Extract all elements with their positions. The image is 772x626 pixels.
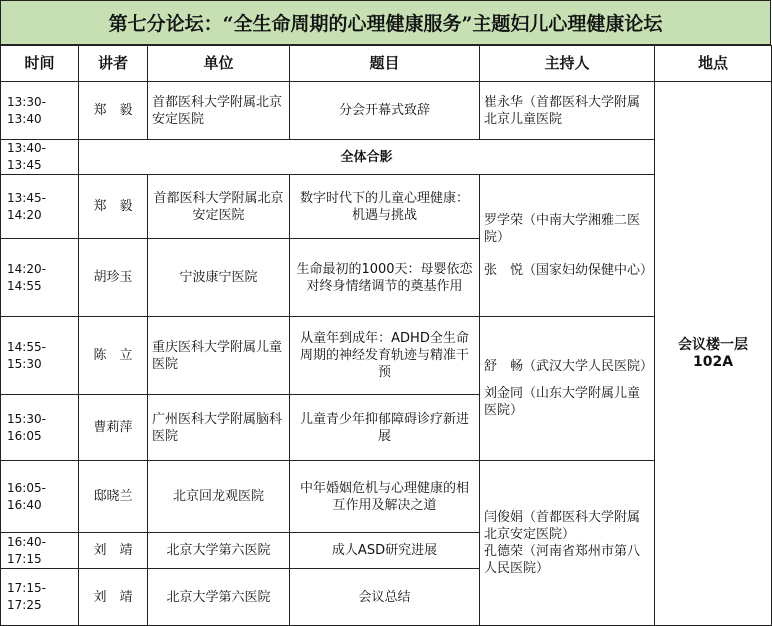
- host-name: 刘金同（山东大学附属儿童医院）: [484, 386, 641, 418]
- venue-line2: 102A: [692, 353, 734, 370]
- table-row: [1, 82, 772, 140]
- host-cell: [480, 175, 655, 317]
- unit-cell: 广州医科大学附属脑科医院: [148, 395, 290, 461]
- time-cell: 14:20-14:55: [1, 239, 79, 317]
- speaker-cell: 郑 毅: [79, 82, 148, 140]
- forum-title: 第七分论坛：“全生命周期的心理健康服务”主题妇儿心理健康论坛: [0, 0, 771, 45]
- time-cell: 16:40-17:15: [1, 533, 79, 569]
- header-topic: 题目: [290, 46, 480, 82]
- venue-cell: [655, 82, 772, 626]
- venue-line1: 会议楼一层: [678, 336, 748, 353]
- time-cell: 15:30-16:05: [1, 395, 79, 461]
- header-speaker: 讲者: [79, 46, 148, 82]
- unit-cell: 首都医科大学附属北京安定医院: [148, 82, 290, 140]
- time-cell: 14:55-15:30: [1, 317, 79, 395]
- unit-cell: 北京回龙观医院: [148, 461, 290, 533]
- time-cell: 16:05-16:40: [1, 461, 79, 533]
- speaker-cell: 郑 毅: [79, 175, 148, 239]
- speaker-cell: 胡珍玉: [79, 239, 148, 317]
- speaker-cell: 曹莉萍: [79, 395, 148, 461]
- unit-cell: 北京大学第六医院: [148, 569, 290, 626]
- topic-cell: 生命最初的1000天：母婴依恋对终身情绪调节的奠基作用: [290, 239, 480, 317]
- host-name: 闫俊娟（首都医科大学附属北京安定医院）: [484, 510, 641, 542]
- topic-cell: 中年婚姻危机与心理健康的相互作用及解决之道: [290, 461, 480, 533]
- time-cell: 13:40-13:45: [1, 140, 79, 175]
- time-cell: 13:45-14:20: [1, 175, 79, 239]
- topic-cell: 儿童青少年抑郁障碍诊疗新进展: [290, 395, 480, 461]
- host-name: 张 悦（国家妇幼保健中心）: [484, 263, 654, 278]
- host-name: 孔德荣（河南省郑州市第八人民医院）: [484, 544, 641, 576]
- host-cell: [480, 461, 655, 626]
- unit-cell: 重庆医科大学附属儿童医院: [148, 317, 290, 395]
- speaker-cell: 邸晓兰: [79, 461, 148, 533]
- time-cell: 17:15-17:25: [1, 569, 79, 626]
- header-unit: 单位: [148, 46, 290, 82]
- time-cell: 13:30-13:40: [1, 82, 79, 140]
- speaker-cell: 陈 立: [79, 317, 148, 395]
- unit-cell: 宁波康宁医院: [148, 239, 290, 317]
- topic-cell: 会议总结: [290, 569, 480, 626]
- unit-cell: 首都医科大学附属北京安定医院: [148, 175, 290, 239]
- topic-cell: 从童年到成年：ADHD全生命周期的神经发育轨迹与精准干预: [290, 317, 480, 395]
- header-row: [1, 46, 772, 82]
- host-name: 罗学荣（中南大学湘雅二医院）: [484, 213, 641, 245]
- unit-cell: 北京大学第六医院: [148, 533, 290, 569]
- header-host: 主持人: [480, 46, 655, 82]
- topic-cell: 成人ASD研究进展: [290, 533, 480, 569]
- merged-cell: 全体合影: [79, 140, 655, 175]
- topic-cell: 分会开幕式致辞: [290, 82, 480, 140]
- header-time: 时间: [1, 46, 79, 82]
- speaker-cell: 刘 靖: [79, 569, 148, 626]
- header-venue: 地点: [655, 46, 772, 82]
- host-cell: 崔永华（首都医科大学附属北京儿童医院: [480, 82, 655, 140]
- topic-cell: 数字时代下的儿童心理健康：机遇与挑战: [290, 175, 480, 239]
- host-name: 舒 畅（武汉大学人民医院）: [484, 359, 654, 374]
- host-cell: [480, 317, 655, 461]
- schedule-table: [0, 45, 772, 626]
- speaker-cell: 刘 靖: [79, 533, 148, 569]
